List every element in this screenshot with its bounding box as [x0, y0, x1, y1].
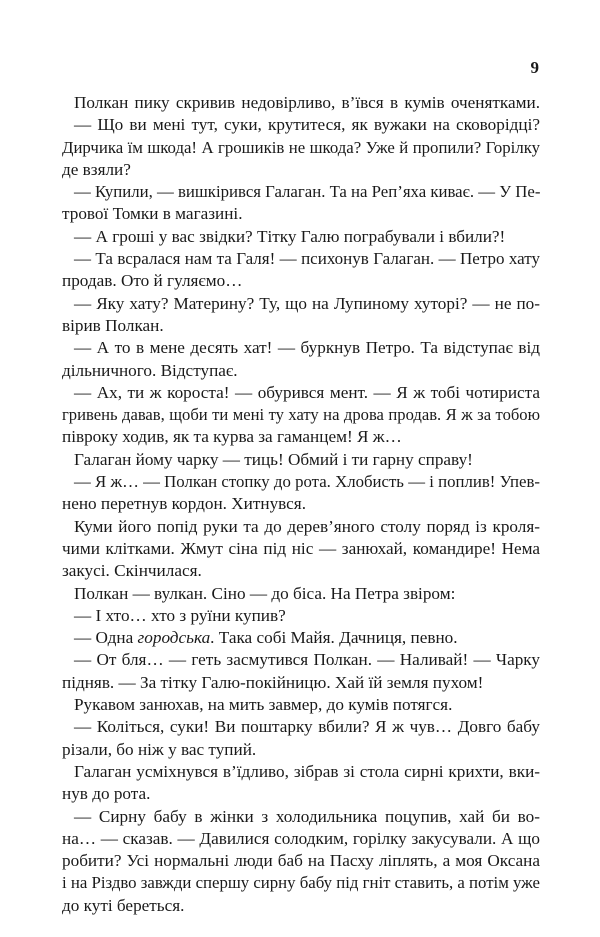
- text-line: дільничного. Відступає.: [62, 360, 238, 380]
- text-line: Галаган усміхнувся в’їдливо, зібрав зі стола сирні крихти, вки-: [74, 761, 540, 781]
- text-line: нув до рота.: [62, 784, 151, 804]
- emphasized-word: городська: [137, 628, 211, 648]
- text-line: — Коліться, суки! Ви поштарку вбили? Я ж чув… Довго бабу: [74, 717, 540, 737]
- text-line: — Купили, — вишкірився Галаган. Та на Реп’яха киває. — У Пе-: [74, 182, 541, 202]
- text-line: Галаган йому чарку — тиць! Обмий і ти гарну справу!: [74, 449, 473, 469]
- text-line: гривень давав, щоби ти мені ту хату на дрова продав. Я ж за тобою: [62, 405, 540, 425]
- page-number: 9: [530, 58, 539, 77]
- text-line: чими клітками. Жмут сіна під ніс — занюхай, командире! Нема: [62, 538, 540, 558]
- text-line: — Та всралася нам та Галя! — психонув Галаган. — Петро хату: [74, 249, 540, 269]
- text-line: закусі. Скінчилася.: [62, 561, 202, 581]
- text-line: — І хто… хто з руїни купив?: [74, 605, 286, 625]
- text-line: продав. Ото й гуляємо…: [62, 271, 243, 291]
- text-line: — Що ви мені тут, суки, крутитеся, як вужаки на сковорідці?: [74, 115, 540, 135]
- text-line: Рукавом занюхав, на мить завмер, до кумів потягся.: [74, 695, 453, 715]
- body-text: [62, 92, 540, 917]
- text-line: на… — сказав. — Давилися солодким, горілку закусували. А що: [62, 828, 540, 848]
- text-line: — Яку хату? Материну? Ту, що на Лупиному хуторі? — не по-: [74, 293, 540, 313]
- text-segment: . Така собі Майя. Дачниця, певно.: [210, 628, 458, 648]
- text-line: Дирчика їм шкода! А грошиків не шкода? Уже й пропили? Горілку: [62, 137, 540, 157]
- text-segment: — Одна: [74, 628, 138, 648]
- text-line: [62, 627, 540, 649]
- text-line: — А то в мене десять хат! — буркнув Петро. Та відступає від: [74, 338, 540, 358]
- text-line: і на Різдво завжди спершу сирну бабу під гніт ставить, а потім уже: [62, 873, 540, 893]
- text-line: — Ах, ти ж короста! — обурився мент. — Я ж тобі чотириста: [74, 382, 540, 402]
- text-line: Полкан — вулкан. Сіно — до біса. На Петра звіром:: [74, 583, 456, 603]
- text-line: робити? Усі нормальні люди баб на Пасху ліплять, а моя Оксана: [62, 851, 540, 871]
- text-line: підняв. — За тітку Галю-покійницю. Хай їй земля пухом!: [62, 672, 484, 692]
- text-line: — Я ж… — Полкан стопку до рота. Хлобисть — і поплив! Упев-: [74, 472, 540, 492]
- text-line: де взяли?: [62, 159, 131, 179]
- text-line: Куми його попід руки та до дерев’яного столу поряд із кроля-: [74, 516, 540, 536]
- text-line: — От бля… — геть засмутився Полкан. — Наливай! — Чарку: [74, 650, 540, 670]
- text-line: півроку ходив, як та курва за гаманцем! Я ж…: [62, 427, 402, 447]
- text-line: вірив Полкан.: [62, 315, 164, 335]
- text-line: трової Томки в магазині.: [62, 204, 243, 224]
- text-line: до куті береться.: [62, 895, 185, 915]
- text-line: нено перетнув кордон. Хитнувся.: [62, 494, 307, 514]
- text-line: Полкан пику скривив недовірливо, в’ївся в кумів оченятками.: [74, 93, 540, 112]
- text-line: — А гроші у вас звідки? Тітку Галю пограбували і вбили?!: [74, 226, 506, 246]
- text-line: різали, бо ніж у вас тупий.: [62, 739, 257, 759]
- text-line: — Сирну бабу в жінки з холодильника поцупив, хай би во-: [74, 806, 540, 826]
